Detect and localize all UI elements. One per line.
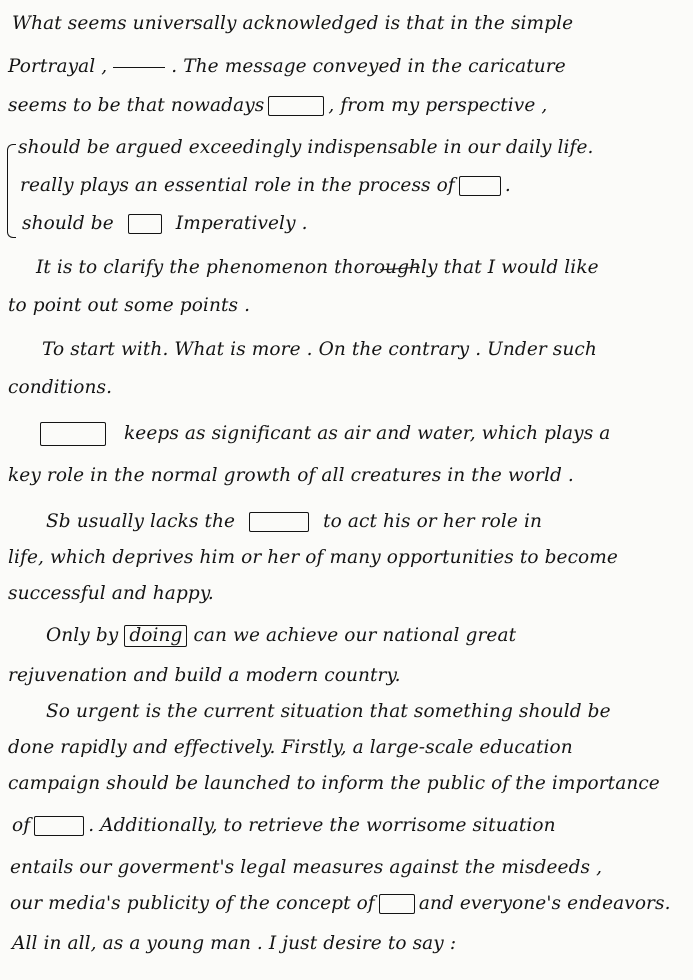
p7-line-4: [12, 814, 556, 838]
p7-line-1: So urgent is the current situation that something should be: [46, 701, 611, 722]
p1-line-3-start: seems to be that nowadays: [8, 95, 265, 116]
blank-box: [249, 512, 309, 532]
p1-line-2: [8, 55, 566, 79]
p7-line-4-start: of: [12, 815, 31, 836]
p1-line-6-start: should be: [22, 213, 114, 234]
p6-line-1-start: Only by: [46, 625, 119, 646]
p6-line-1-end: can we achieve our national great: [193, 625, 517, 646]
p7-line-7: All in all, as a young man . I just desire to say :: [12, 933, 457, 954]
p5-line-1-start: Sb usually lacks the: [46, 511, 236, 532]
p4-line-1-text: keeps as significant as air and water, which plays a: [124, 423, 611, 444]
p6-line-1: [46, 624, 516, 648]
p7-line-6-end: and everyone's endeavors.: [418, 893, 671, 914]
p1-line-5-start: really plays an essential role in the process of: [20, 175, 455, 196]
p6-line-2: rejuvenation and build a modern country.: [8, 665, 401, 686]
p7-line-3: campaign should be launched to inform the public of the importance: [8, 773, 660, 794]
p2-line-1: It is to clarify the phenomenon thoroughly that I would like: [36, 257, 599, 278]
p2-line-2: to point out some points .: [8, 295, 251, 316]
blank-line: [113, 67, 165, 68]
p5-line-3: successful and happy.: [8, 583, 214, 604]
blank-box: [268, 96, 324, 116]
blank-box: [34, 816, 84, 836]
p7-line-4-end: . Additionally, to retrieve the worrisome situation: [88, 815, 556, 836]
p7-line-6-start: our media's publicity of the concept of: [10, 893, 375, 914]
blank-box: [40, 422, 106, 446]
p1-line-3-end: , from my perspective ,: [328, 95, 548, 116]
p5-line-1-end: to act his or her role in: [323, 511, 542, 532]
p7-line-6: [10, 892, 671, 916]
p1-line-5: [20, 174, 511, 198]
doing-box: doing: [124, 625, 187, 647]
blank-box: [459, 176, 501, 196]
p1-line-6: [22, 212, 308, 236]
p4-line-2: key role in the normal growth of all creatures in the world .: [8, 465, 574, 486]
p5-line-2: life, which deprives him or her of many opportunities to become: [8, 547, 618, 568]
p1-line-2-end: . The message conveyed in the caricature: [171, 56, 566, 77]
p1-line-3: [8, 94, 547, 118]
p1-line-2-start: Portrayal ,: [8, 56, 108, 77]
p1-line-6-end: Imperatively .: [175, 213, 308, 234]
p7-line-2: done rapidly and effectively. Firstly, a large-scale education: [8, 737, 573, 758]
blank-box: [128, 214, 162, 234]
p5-line-1: [46, 510, 542, 534]
p1-line-1: What seems universally acknowledged is that in the simple: [12, 13, 574, 34]
left-brace: [7, 144, 16, 238]
p3-line-2: conditions.: [8, 377, 113, 398]
blank-box: [379, 894, 415, 914]
p4-line-1: [40, 422, 610, 446]
p1-line-4: should be argued exceedingly indispensable in our daily life.: [18, 137, 594, 158]
p3-line-1: To start with. What is more . On the contrary . Under such: [42, 339, 597, 360]
p1-line-5-end: .: [504, 175, 511, 196]
p7-line-5: entails our goverment's legal measures against the misdeeds ,: [10, 857, 603, 878]
